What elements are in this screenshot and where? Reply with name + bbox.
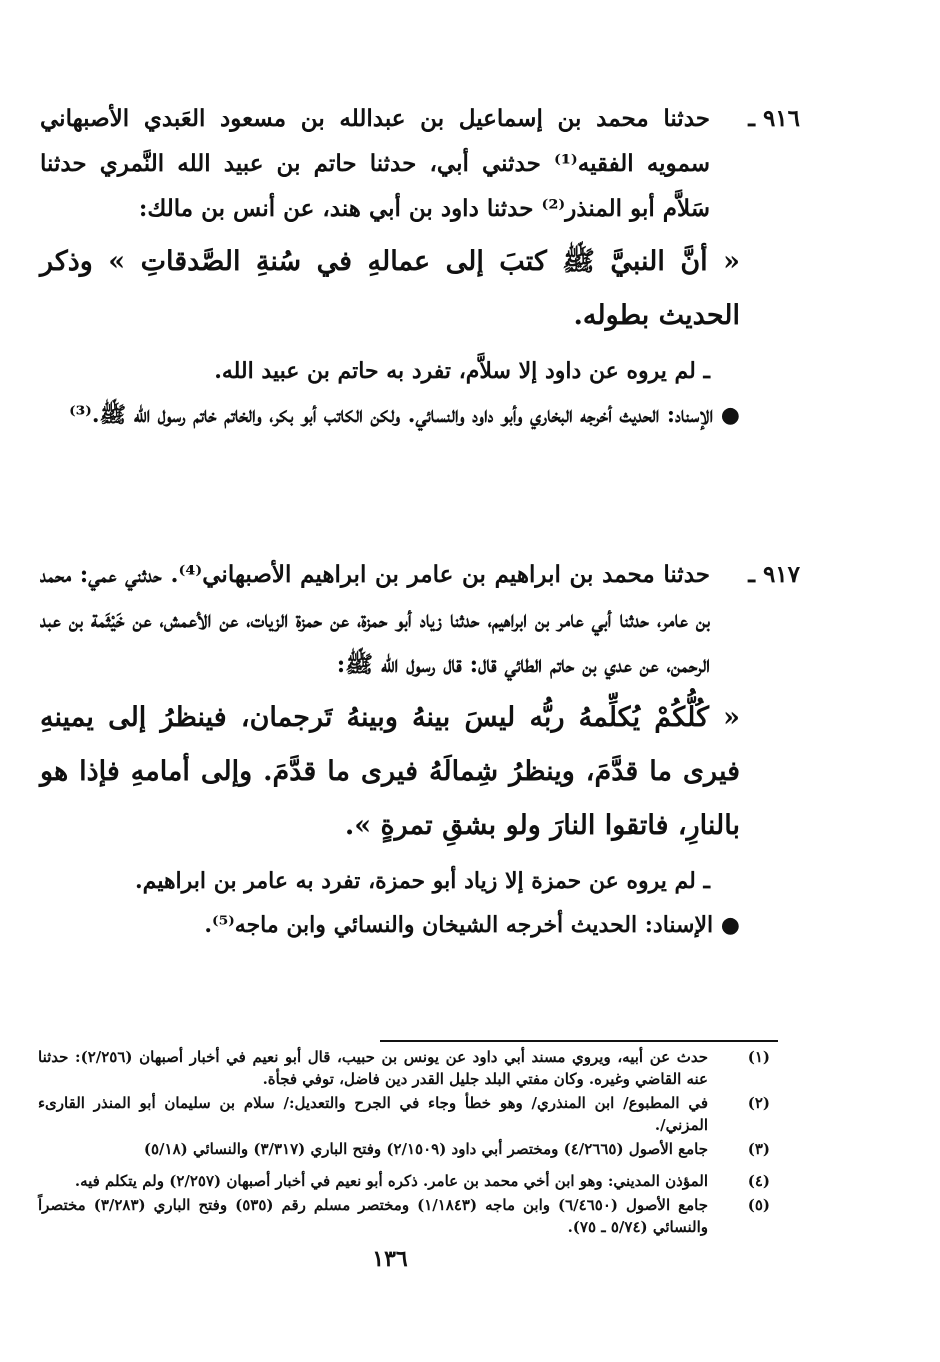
footnote-3 (38, 1138, 778, 1160)
footnote-4 (38, 1170, 778, 1192)
footnote-2 (38, 1092, 778, 1136)
hadith-text: « كُلُّكُمْ يُكلِّمهُ ربُّه ليسَ بينهُ وبينهُ تَرجمان، فينظرُ إلى يمينهِ فيرى ما قدَّمَ، وينظرُ شِمالَهُ فيرى ما قدَّمَ. وإلى أمامهِ فإذا هو بالنارِ، فاتقوا النارَ ولو بشقِ تمرةٍ ». (40, 702, 740, 841)
hadith-text: « أنَّ النبيَّ ﷺ كتبَ إلى عمالهِ في سُنةِ الصَّدقاتِ » وذكر الحديث بطوله. (40, 246, 740, 331)
footnote-number: (٢) (747, 1094, 770, 1112)
page-number: ١٣٦ (372, 1246, 408, 1272)
footnote-1 (38, 1046, 778, 1090)
hadith-header (40, 96, 800, 231)
footnote-text: المؤذن المديني: وهو ابن أخي محمد بن عامر. ذكره أبو نعيم في أخبار أصبهان (٢/٢٥٧) ولم يتكلم فيه. (74, 1172, 708, 1190)
footnote-number: (٤) (747, 1172, 770, 1190)
footnote-text: جامع الأصول (٦/٤٦٥٠) وابن ماجه (١/١٨٤٣) ومختصر مسلم رقم (٥٣٥) وفتح الباري (٣/٢٨٣) مختصراً والنسائي (٥/٧٤ ـ ٧٥). (38, 1196, 708, 1236)
isnad-paragraph (40, 393, 800, 437)
hadith-note: ـ لم يروه عن داود إلا سلاَّم، تفرد به حاتم بن عبيد الله. (214, 358, 710, 384)
hadith-chain-text: حدثنا محمد بن ابراهيم بن عامر بن ابراهيم الأصبهاني⁽⁴⁾. حدثني عمي: محمد بن عامر، حدثنا أبي عامر بن ابراهيم، حدثنا زياد أبو حمزة، عن حمزة الزيات، عن الأعمش، عن خَيْثَمة بن عبد الرحمن، عن عدي بن حاتم الطائي قال: قال رسول الله ﷺ: (40, 561, 710, 678)
footnote-number: (٥) (747, 1196, 770, 1214)
footnote-text: جامع الأصول (٤/٢٦٦٥) ومختصر أبي داود (٢/١٥٠٩) وفتح الباري (٣/٣١٧) والنسائي (٥/١٨) (143, 1140, 708, 1158)
isnad-label: ● الإسناد: (644, 912, 740, 938)
footnote-number: (١) (747, 1048, 770, 1066)
footnote-number: (٣) (747, 1140, 770, 1158)
hadith-917 (40, 552, 800, 947)
footnotes (38, 1046, 778, 1240)
hadith-note: ـ لم يروه عن حمزة إلا زياد أبو حمزة، تفرد به عامر بن ابراهيم. (135, 868, 710, 894)
hadith-chain-text: حدثنا محمد بن إسماعيل بن عبدالله بن مسعود العَبدي الأصبهاني سمويه الفقيه⁽¹⁾ حدثني أبي، حدثنا حاتم بن عبيد الله النَّمري حدثنا سَلاَّم أبو المنذر⁽²⁾ حدثنا داود بن أبي هند، عن أنس بن مالك: (40, 105, 711, 222)
hadith-number: ٩١٧ ـ (748, 561, 800, 588)
footnote-text: في المطبوع/ ابن المنذري/ وهو خطأ وجاء في الجرح والتعديل:/ سلام بن سليمان أبو المنذر القارىء المزني/. (38, 1094, 708, 1134)
isnad-paragraph (40, 903, 800, 947)
footnote-5 (38, 1194, 778, 1238)
hadith-header (40, 552, 800, 687)
isnad-label: ● الإسناد: (666, 402, 740, 428)
isnad-text: الحديث أخرجه البخاري وأبو داود والنسائي. ولكن الكاتب أبو بكر، والخاتم خاتم رسول الله ﷺ.⁽³⁾ (69, 402, 660, 428)
hadith-916 (40, 96, 800, 437)
footnote-text: حدث عن أبيه، ويروي مسند أبي داود عن يونس بن حبيب، قال أبو نعيم في أخبار أصبهان (٢/٢٥٦): حدثنا عنه القاضي وغيره. وكان مفتي البلد جليل القدر دين فاضل، توفي فجأة. (38, 1048, 708, 1088)
isnad-text: الحديث أخرجه الشيخان والنسائي وابن ماجه⁽⁵⁾. (204, 912, 638, 938)
footnote-separator (380, 1040, 778, 1042)
hadith-number: ٩١٦ ـ (748, 105, 800, 132)
